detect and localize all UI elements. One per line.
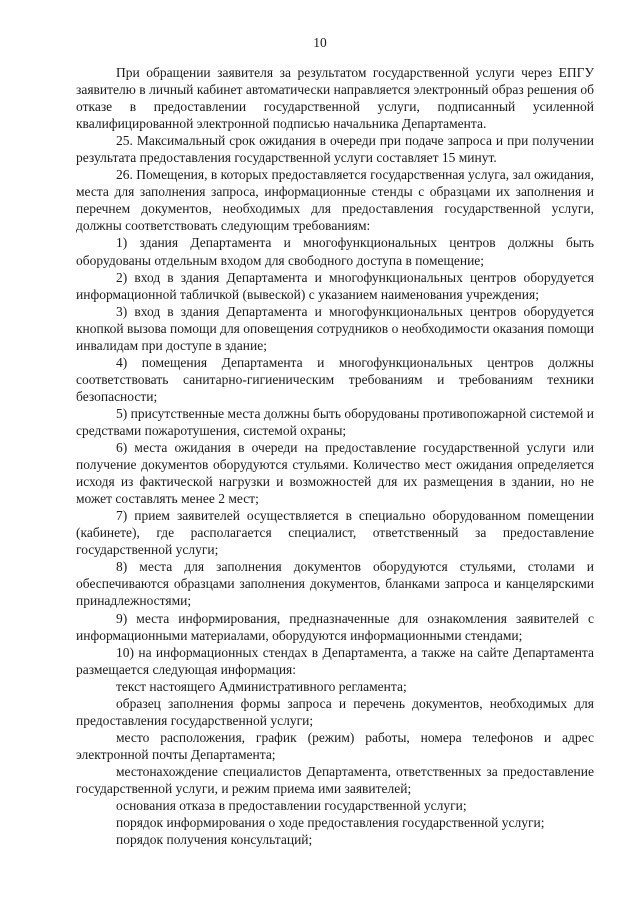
document-body bbox=[76, 64, 594, 848]
paragraph: 10) на информационных стендах в Департамента, а также на сайте Департамента размещается следующая информация: bbox=[76, 644, 594, 677]
paragraph: 1) здания Департамента и многофункциональных центров должны быть оборудованы отдельным входом для свободного доступа в помещение; bbox=[76, 235, 594, 268]
paragraph: основания отказа в предоставлении государственной услуги; bbox=[116, 798, 467, 814]
paragraph: 4) помещения Департамента и многофункциональных центров должны соответствовать санитарно-гигиеническим требованиям и требованиям техники безопасности; bbox=[76, 354, 594, 404]
paragraph: образец заполнения формы запроса и перечень документов, необходимых для предоставления государственной услуги; bbox=[76, 695, 594, 728]
paragraph: порядок информирования о ходе предоставления государственной услуги; bbox=[116, 815, 545, 831]
paragraph: местонахождение специалистов Департамента, ответственных за предоставление государственной услуги, и режим приема ими заявителей; bbox=[76, 763, 594, 796]
paragraph: 7) прием заявителей осуществляется в специально оборудованном помещении (кабинете), где располагается специалист, ответственный за предоставление государственной услуги; bbox=[76, 508, 594, 558]
paragraph: 2) вход в здания Департамента и многофункциональных центров оборудуется информационной табличкой (вывеской) с указанием наименования учреждения; bbox=[76, 269, 594, 302]
paragraph: При обращении заявителя за результатом государственной услуги через ЕПГУ заявителю в личный кабинет автоматически направляется электронный образ решения об отказе в предоставлении государственной услуги, подписанный усиленной квалифицированной электронной подписью начальника Департамента. bbox=[76, 65, 594, 132]
paragraph: 5) присутственные места должны быть оборудованы противопожарной системой и средствами пожаротушения, системой охраны; bbox=[76, 405, 594, 438]
paragraph: 3) вход в здания Департамента и многофункциональных центров оборудуется кнопкой вызова помощи для оповещения сотрудников о необходимости оказания помощи инвалидам при доступе в здание; bbox=[76, 303, 594, 353]
paragraph: порядок получения консультаций; bbox=[116, 832, 313, 848]
paragraph: 25. Максимальный срок ожидания в очереди при подаче запроса и при получении результата предоставления государственной услуги составляет 15 минут. bbox=[76, 133, 594, 166]
paragraph: 9) места информирования, предназначенные для ознакомления заявителей с информационными материалами, оборудуются информационными стендами; bbox=[76, 610, 594, 643]
paragraph: 26. Помещения, в которых предоставляется государственная услуга, зал ожидания, места для заполнения запроса, информационные стенды с образцами их заполнения и перечнем документов, необходимых для предоставления государственной услуги, должны соответствовать следующим требованиям: bbox=[76, 167, 594, 234]
paragraph: 8) места для заполнения документов оборудуются стульями, столами и обеспечиваются образцами заполнения документов, бланками запроса и канцелярскими принадлежностями; bbox=[76, 559, 594, 609]
paragraph: текст настоящего Административного регламента; bbox=[116, 678, 407, 694]
page-number: 10 bbox=[313, 35, 327, 50]
paragraph: место расположения, график (режим) работы, номера телефонов и адрес электронной почты Департамента; bbox=[76, 729, 594, 762]
paragraph: 6) места ожидания в очереди на предоставление государственной услуги или получение документов оборудуются стульями. Количество мест ожидания определяется исходя из фактической нагрузки и возможностей для их размещения в здании, но не может составлять менее 2 мест; bbox=[76, 440, 594, 507]
